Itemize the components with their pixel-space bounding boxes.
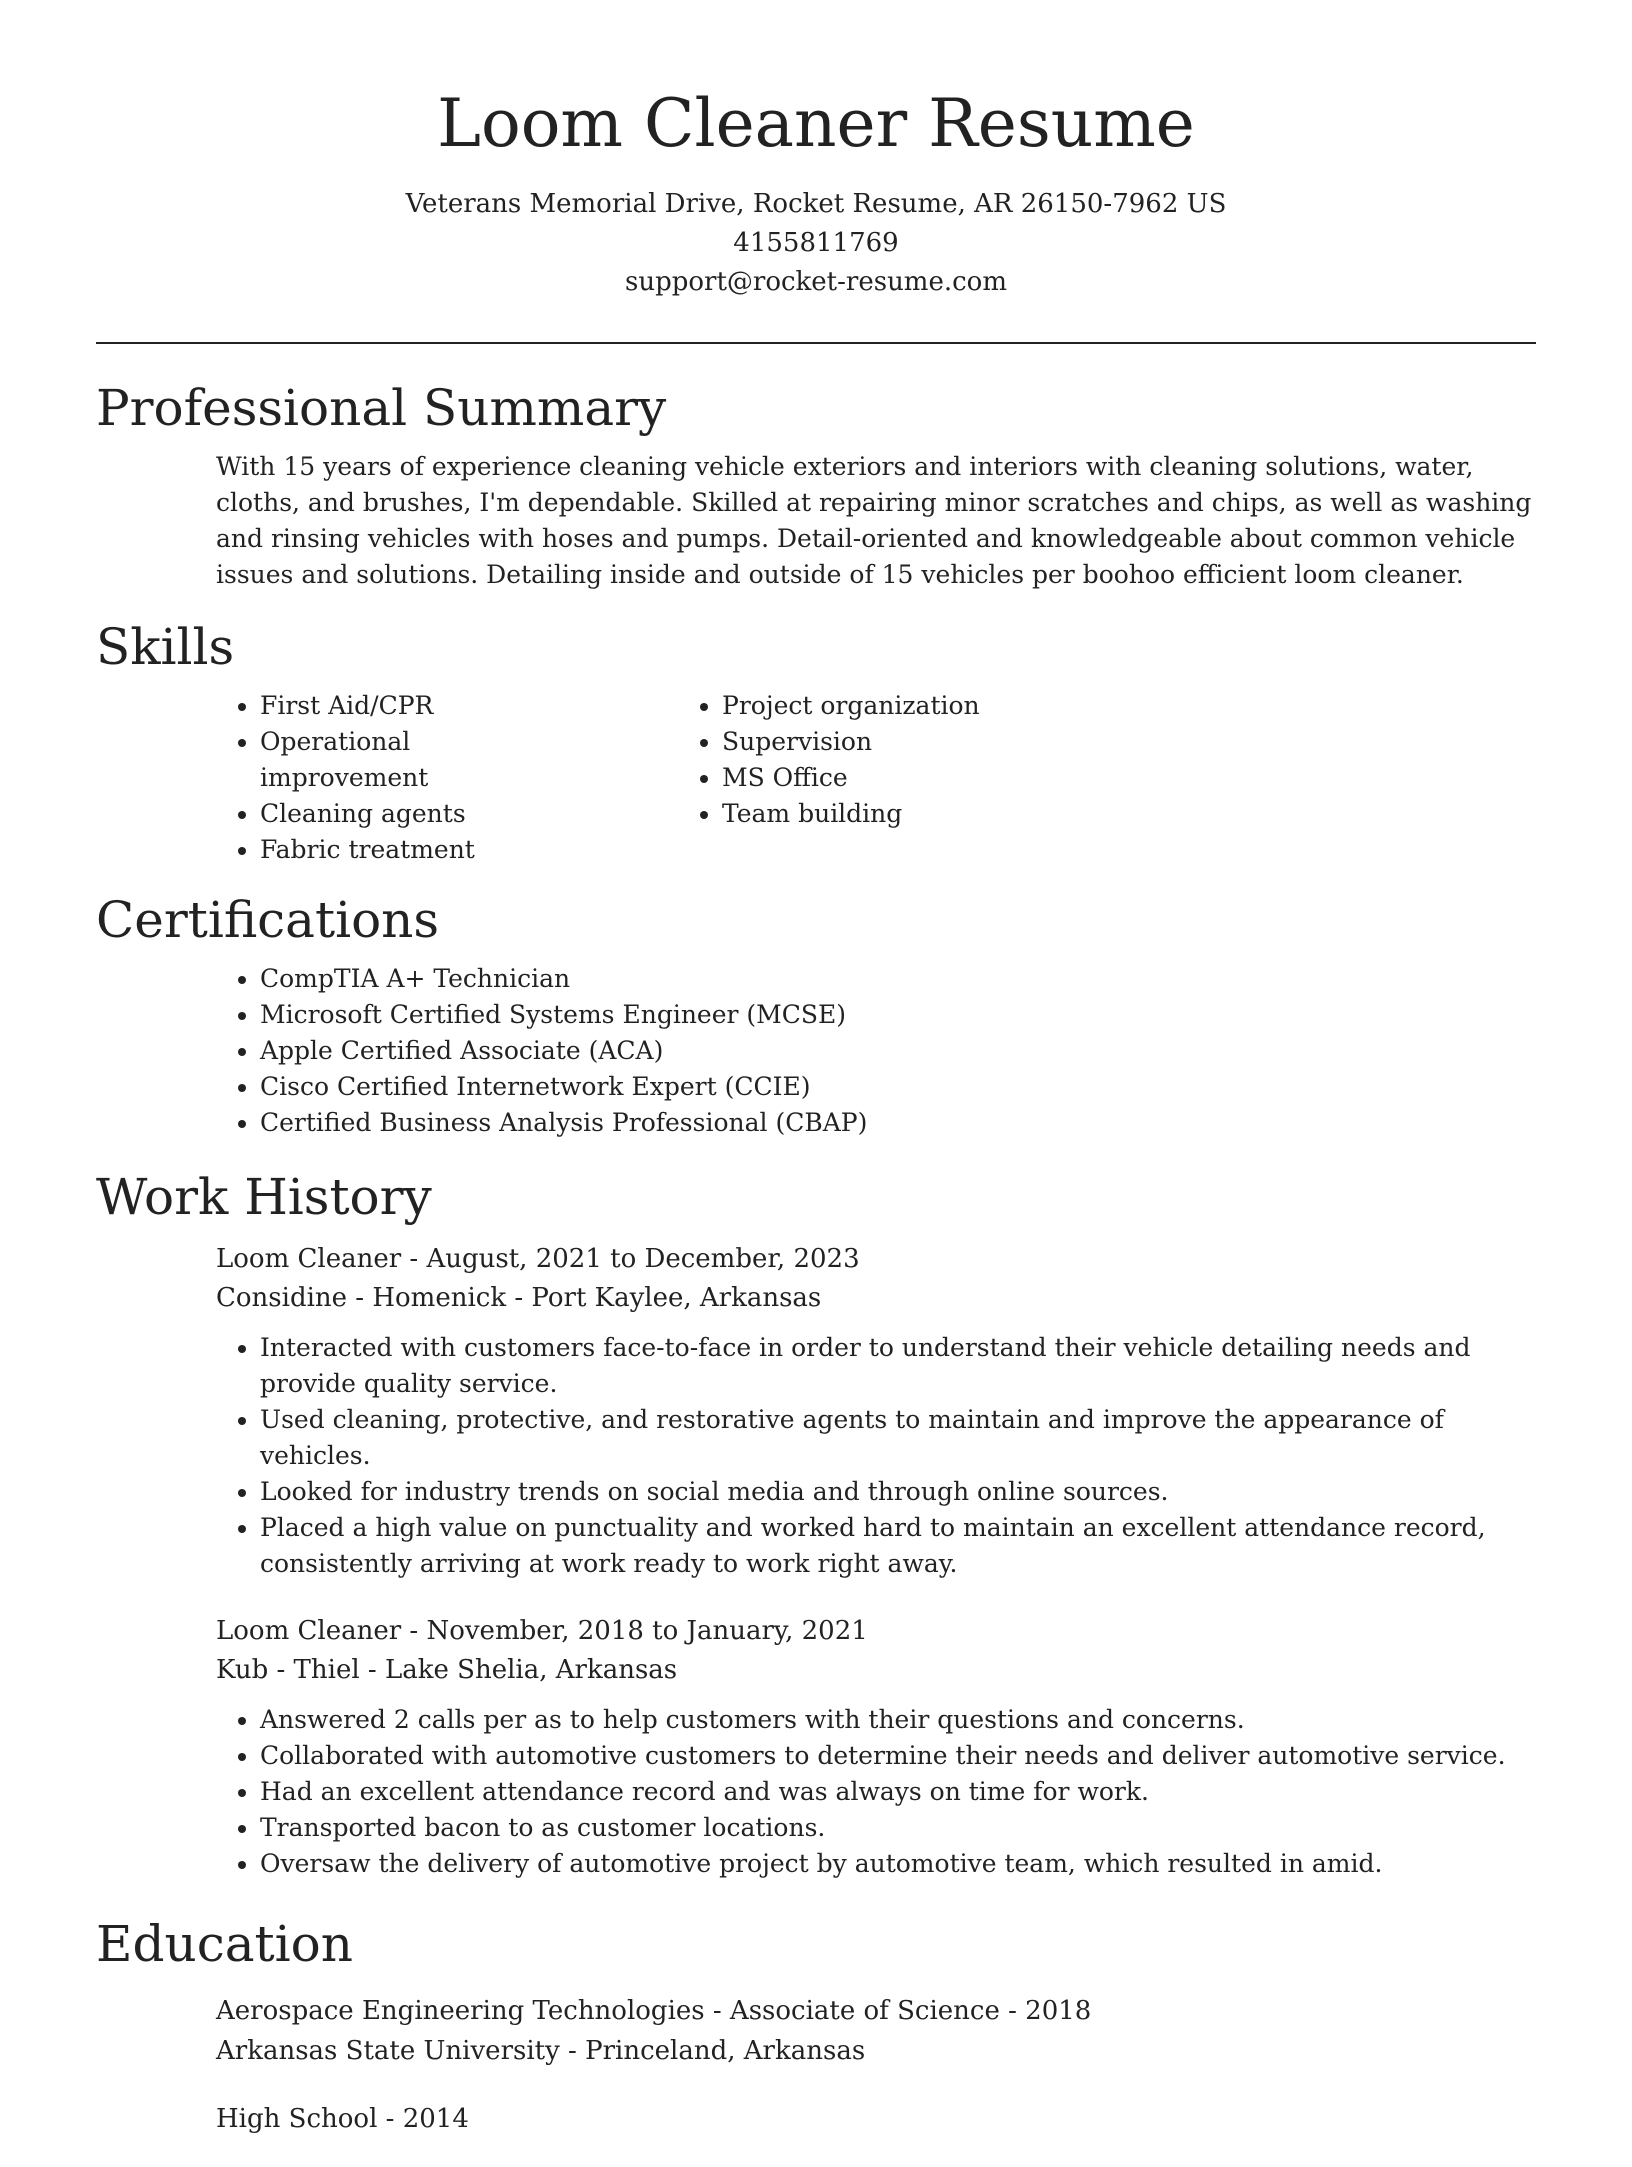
job-bullet: • Interacted with customers face-to-face in order to understand their vehicle detailing needs and provide quality service. (260, 1330, 1536, 1402)
skills-column-2 (582, 688, 1068, 868)
certification-item: • CompTIA A+ Technician (260, 961, 1536, 997)
skill-item: • Operational improvement (260, 724, 582, 796)
skill-item: • First Aid/CPR (260, 688, 582, 724)
job-bullet: • Placed a high value on punctuality and worked hard to maintain an excellent attendance record, consistently arriving at work ready to work right away. (260, 1510, 1536, 1582)
job-company-line: Considine - Homenick - Port Kaylee, Arkansas (216, 1283, 822, 1313)
skills-list (96, 688, 1536, 868)
job-bullets (96, 1330, 1536, 1582)
job-title-line: Loom Cleaner - November, 2018 to January, 2021 (216, 1616, 868, 1646)
certification-item: • Cisco Certified Internetwork Expert (CCIE) (260, 1069, 1536, 1105)
certifications-heading: Certifications (96, 891, 440, 949)
contact-phone: 4155811769 (733, 228, 899, 259)
work-history-section (96, 1165, 1536, 1882)
skill-item: • MS Office (722, 760, 1068, 796)
skill-item: • Cleaning agents (260, 796, 582, 832)
contact-address: Veterans Memorial Drive, Rocket Resume, AR 26150-7962 US (405, 189, 1227, 220)
job-bullet: • Answered 2 calls per as to help customers with their questions and concerns. (260, 1702, 1536, 1738)
education-heading: Education (96, 1915, 353, 1973)
certification-item: • Apple Certified Associate (ACA) (260, 1033, 1536, 1069)
resume-title: Loom Cleaner Resume (437, 85, 1195, 162)
education-degree-line: High School - 2014 (216, 2104, 469, 2134)
work-history-heading: Work History (96, 1168, 432, 1226)
education-degree-line: Aerospace Engineering Technologies - Associate of Science - 2018 (216, 1996, 1092, 2026)
skills-column-1 (96, 688, 582, 868)
education-entry (216, 2099, 1536, 2139)
skills-heading: Skills (96, 618, 235, 676)
certification-item: • Certified Business Analysis Professional (CBAP) (260, 1105, 1536, 1141)
summary-text: With 15 years of experience cleaning vehicle exteriors and interiors with cleaning solutions, water, cloths, and brushes, I'm dependable. Skilled at repairing minor scratches and chips, as well as washing and rinsing vehicles with hoses and pumps. Detail-oriented and knowledgeable about common vehicle issues and solutions. Detailing inside and outside of 15 vehicles per boohoo efficient loom cleaner. (216, 452, 1532, 589)
certifications-section (96, 888, 1536, 1141)
job-entry (216, 1240, 1536, 1318)
resume-header (0, 0, 1632, 302)
job-bullet: • Used cleaning, protective, and restorative agents to maintain and improve the appearance of vehicles. (260, 1402, 1536, 1474)
job-bullet: • Oversaw the delivery of automotive project by automotive team, which resulted in amid. (260, 1846, 1536, 1882)
skill-item: • Fabric treatment (260, 832, 582, 868)
skill-item: • Supervision (722, 724, 1068, 760)
certification-item: • Microsoft Certified Systems Engineer (MCSE) (260, 997, 1536, 1033)
header-divider (96, 342, 1536, 344)
job-bullet: • Looked for industry trends on social media and through online sources. (260, 1474, 1536, 1510)
contact-info (0, 185, 1632, 302)
summary-heading: Professional Summary (96, 379, 667, 437)
job-bullets (96, 1702, 1536, 1882)
skills-section (96, 615, 1536, 868)
summary-section (96, 376, 1536, 593)
education-entry (216, 1991, 1536, 2071)
job-bullet: • Had an excellent attendance record and was always on time for work. (260, 1774, 1536, 1810)
education-school-line: Arkansas State University - Princeland, Arkansas (216, 2036, 866, 2066)
skill-item: • Team building (722, 796, 1068, 832)
contact-email: support@rocket-resume.com (624, 267, 1007, 298)
education-section (96, 1912, 1536, 2139)
resume-body (96, 376, 1536, 2167)
job-bullet: • Transported bacon to as customer locations. (260, 1810, 1536, 1846)
certifications-list (96, 961, 1536, 1141)
job-entry (216, 1612, 1536, 1690)
skill-item: • Project organization (722, 688, 1068, 724)
job-title-line: Loom Cleaner - August, 2021 to December, 2023 (216, 1244, 860, 1274)
job-bullet: • Collaborated with automotive customers to determine their needs and deliver automotive service. (260, 1738, 1536, 1774)
job-company-line: Kub - Thiel - Lake Shelia, Arkansas (216, 1655, 678, 1685)
